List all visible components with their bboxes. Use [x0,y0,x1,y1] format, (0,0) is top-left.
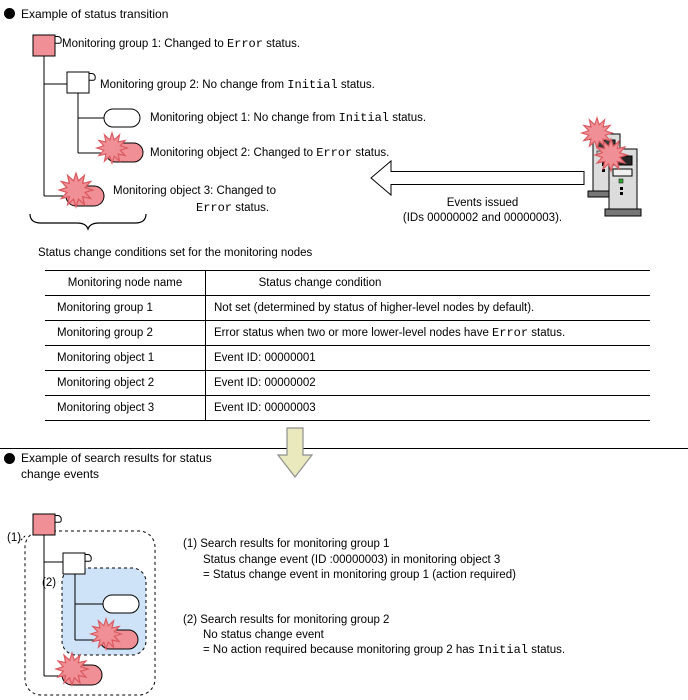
table-row-name: Monitoring object 2 [57,377,155,389]
monitoring-group1-icon [33,35,61,56]
table-row-name: Monitoring object 1 [57,352,155,364]
table-row-condition: Not set (determined by status of higher-level nodes by default). [214,302,535,314]
table-border [45,370,650,371]
bullet-icon [4,453,15,464]
table-border [45,395,650,396]
monitoring-object1-icon [104,109,140,127]
column-header-condition: Status change condition [258,277,382,289]
table-row-name: Monitoring group 2 [57,327,153,339]
led-indicator [619,179,623,183]
table-row-condition: Error status when two or more lower-level nodes have Error status. [214,326,566,340]
events-arrow-icon [371,161,584,195]
table-row-condition: Event ID: 00000001 [214,352,316,364]
table-border [45,295,650,296]
search-results-diagram [0,505,210,700]
table-border [45,345,650,346]
object3-status-label-line1: Monitoring object 3: Changed to [113,185,277,197]
table-border [45,320,650,321]
table-row-name: Monitoring group 1 [57,302,153,314]
result1-line1: Status change event (ID :00000003) in monitoring object 3 [203,554,501,566]
object3-status-label-line2: Error status. [196,201,270,215]
table-border [45,270,650,271]
object1-status-label: Monitoring object 1: No change from Initial status. [150,111,427,125]
result2-line1: No status change event [203,629,324,641]
table-row-name: Monitoring object 3 [57,402,155,414]
table-border [45,420,650,421]
monitoring-group2-icon [67,72,95,93]
table-row-condition: Event ID: 00000003 [214,402,316,414]
diagram-label-1: (1) [7,532,22,544]
table-column-divider [205,270,206,420]
monitoring-object1-icon [103,595,139,613]
result1-line2: = Status change event in monitoring group 1 (action required) [203,569,516,581]
section2-heading: Example of search results for status change events [21,451,212,481]
result2-line2: = No action required because monitoring group 2 has Initial status. [203,643,566,657]
events-issued-line2: (IDs 00000002 and 00000003). [402,212,563,224]
diagram-label-2: (2) [42,577,57,589]
table-caption: Status change conditions set for the monitoring nodes [38,247,313,259]
brace-icon [30,214,146,229]
result2-title: (2) Search results for monitoring group 2 [183,614,390,626]
section-divider [0,448,688,449]
group1-status-label: Monitoring group 1: Changed to Error status. [62,37,301,51]
down-arrow-icon [270,420,320,482]
monitoring-group1-icon [33,514,61,535]
group2-status-label: Monitoring group 2: No change from Initial status. [100,78,375,92]
section1-heading: Example of status transition [21,7,169,21]
object2-status-label: Monitoring object 2: Changed to Error status. [150,146,390,160]
result1-title: (1) Search results for monitoring group 1 [183,538,390,550]
table-row-condition: Event ID: 00000002 [214,377,316,389]
events-issued-line1: Events issued [446,197,519,209]
column-header-node-name: Monitoring node name [67,277,183,289]
